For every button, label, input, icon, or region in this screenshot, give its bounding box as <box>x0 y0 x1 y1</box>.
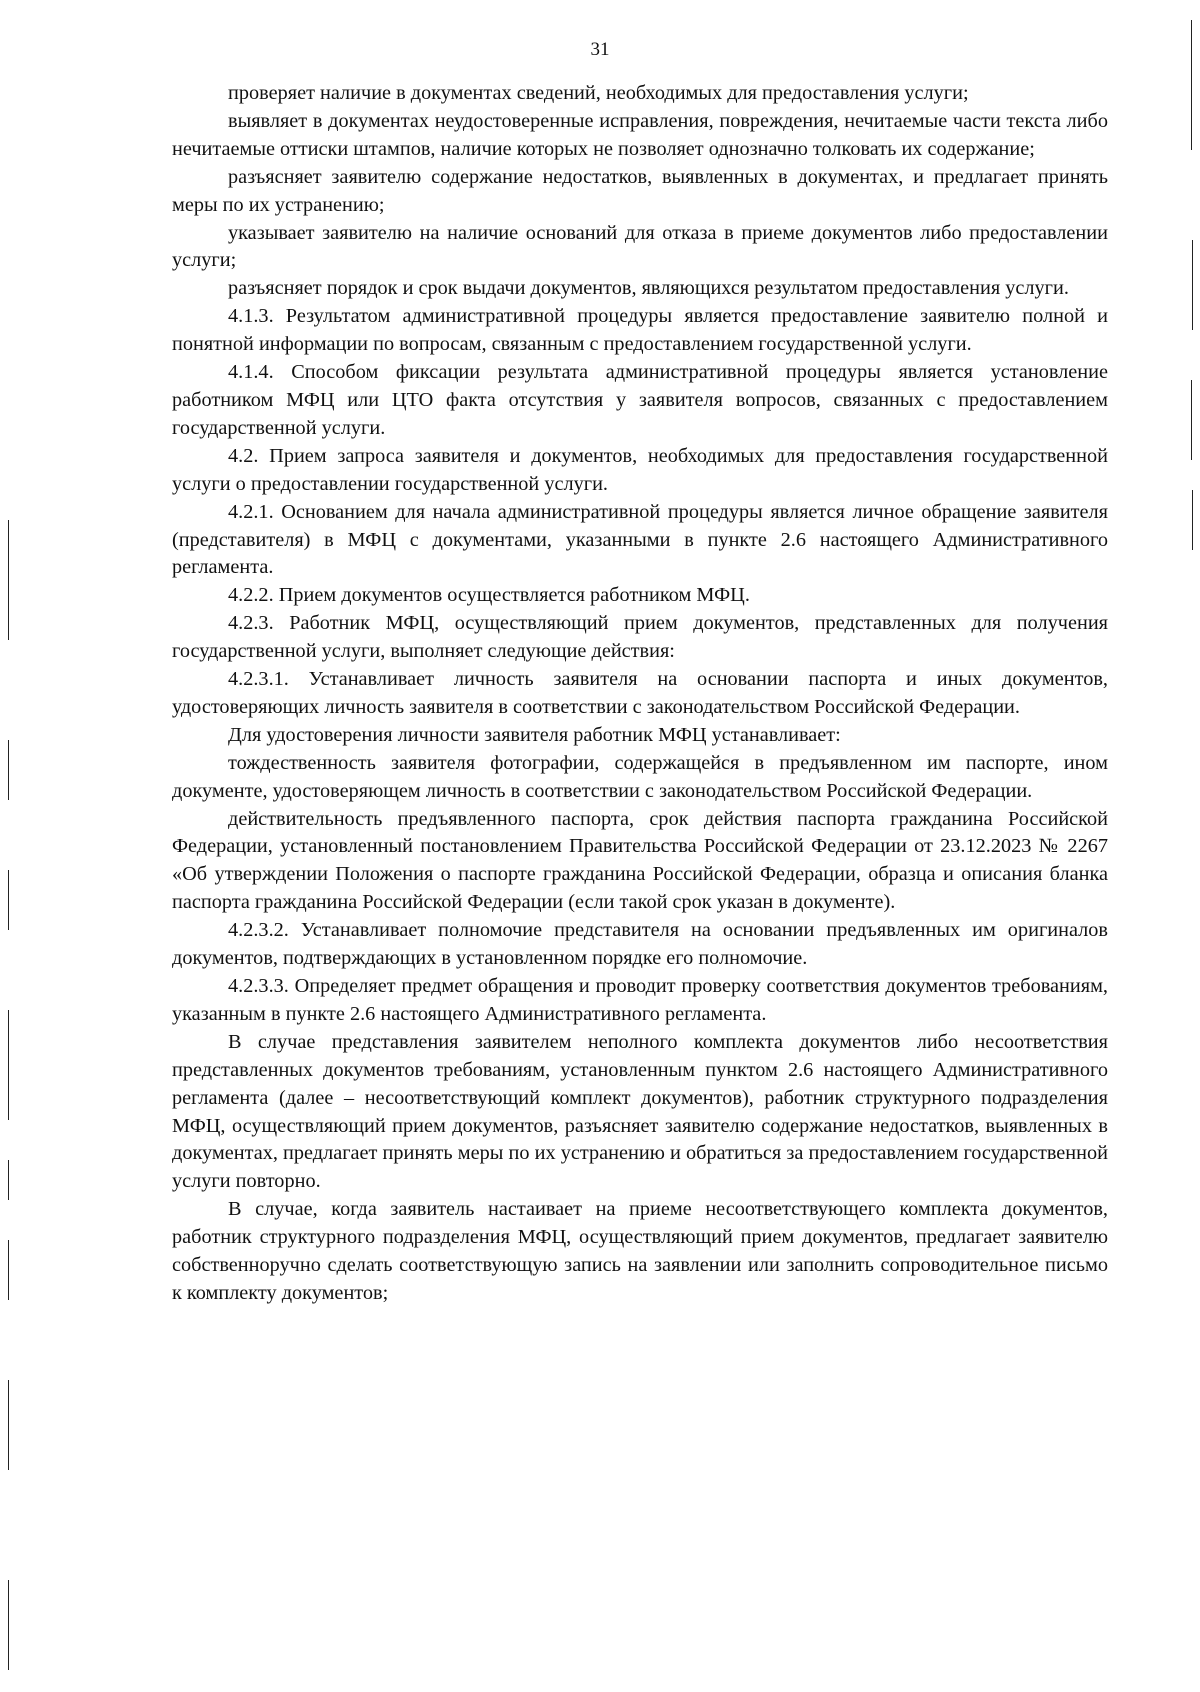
scan-edge-left <box>8 1580 9 1670</box>
scan-edge-right <box>1191 380 1192 460</box>
page-number: 31 <box>590 39 610 60</box>
scan-edge-right <box>1192 240 1193 330</box>
paragraph: выявляет в документах неудостоверенные исправления, повреждения, нечитаемые части текста либо нечитаемые оттиски штампов, наличие которых не позволяет однозначно толковать их содержание; <box>172 109 1108 160</box>
scan-edge-right <box>1191 20 1192 150</box>
scan-edge-left <box>8 520 9 640</box>
paragraph: указывает заявителю на наличие оснований для отказа в приеме документов либо предоставлении услуги; <box>172 221 1108 272</box>
scan-edge-left <box>8 1240 9 1300</box>
paragraph: В случае представления заявителем неполного комплекта документов либо несоответствия представленных документов требованиям, установленным пунктом 2.6 настоящего Административного регламента (далее – несоответствующий комплект документов), работник структурного подразделения МФЦ, осуществляющий прием документов, разъясняет заявителю содержание недостатков, выявленных в документах, предлагает принять меры по их устранению и обратиться за предоставлением государственной услуги повторно. <box>172 1030 1108 1193</box>
paragraph: тождественность заявителя фотографии, содержащейся в предъявленном им паспорте, ином документе, удостоверяющем личность в соответствии с законодательством Российской Федерации. <box>172 751 1108 802</box>
paragraph: 4.2.2. Прием документов осуществляется работником МФЦ. <box>228 584 750 607</box>
paragraph: Для удостоверения личности заявителя работник МФЦ устанавливает: <box>228 723 841 746</box>
scan-edge-left <box>8 1160 9 1200</box>
paragraph: 4.2.3.2. Устанавливает полномочие представителя на основании предъявленных им оригиналов документов, подтверждающих в установленном порядке его полномочие. <box>172 919 1108 970</box>
paragraph: 4.2.3.3. Определяет предмет обращения и проводит проверку соответствия документов требованиям, указанным в пункте 2.6 настоящего Административного регламента. <box>172 975 1108 1025</box>
paragraph: разъясняет заявителю содержание недостатков, выявленных в документах, и предлагает принять меры по их устранению; <box>172 165 1108 216</box>
scan-edge-left <box>8 1380 9 1470</box>
paragraph: действительность предъявленного паспорта, срок действия паспорта гражданина Российской Федерации, установленный постановлением Правительства Российской Федерации от 23.12.2023 № 2267 «Об утверждении Положения о паспорте гражданина Российской Федерации, образца и описания бланка паспорта гражданина Российской Федерации (если такой срок указан в документе). <box>172 807 1108 914</box>
paragraph: проверяет наличие в документах сведений, необходимых для предоставления услуги; <box>228 82 969 104</box>
scan-edge-left <box>8 870 9 930</box>
document-body <box>172 80 1108 1308</box>
paragraph: 4.1.3. Результатом административной процедуры является предоставление заявителю полной и понятной информации по вопросам, связанным с предоставлением государственной услуги. <box>172 305 1108 356</box>
paragraph: 4.2.3. Работник МФЦ, осуществляющий прием документов, представленных для получения государственной услуги, выполняет следующие действия: <box>172 612 1108 663</box>
scan-edge-left <box>8 740 9 800</box>
scan-edge-right <box>1192 490 1193 550</box>
paragraph: В случае, когда заявитель настаивает на приеме несоответствующего комплекта документов, работник структурного подразделения МФЦ, осуществляющий прием документов, предлагает заявителю собственноручно сделать соответствующую запись на заявлении или заполнить сопроводительное письмо к комплекту документов; <box>172 1198 1108 1304</box>
paragraph: 4.2.1. Основанием для начала административной процедуры является личное обращение заявителя (представителя) в МФЦ с документами, указанными в пункте 2.6 настоящего Административного регламента. <box>172 500 1108 579</box>
paragraph: 4.1.4. Способом фиксации результата административной процедуры является установление работником МФЦ или ЦТО факта отсутствия у заявителя вопросов, связанных с предоставлением государственной услуги. <box>172 361 1108 439</box>
scan-edge-left <box>8 1010 9 1120</box>
paragraph: 4.2. Прием запроса заявителя и документов, необходимых для предоставления государственной услуги о предоставлении государственной услуги. <box>172 444 1108 495</box>
paragraph: разъясняет порядок и срок выдачи документов, являющихся результатом предоставления услуги. <box>228 277 1069 300</box>
paragraph: 4.2.3.1. Устанавливает личность заявителя на основании паспорта и иных документов, удостоверяющих личность заявителя в соответствии с законодательством Российской Федерации. <box>172 668 1108 718</box>
